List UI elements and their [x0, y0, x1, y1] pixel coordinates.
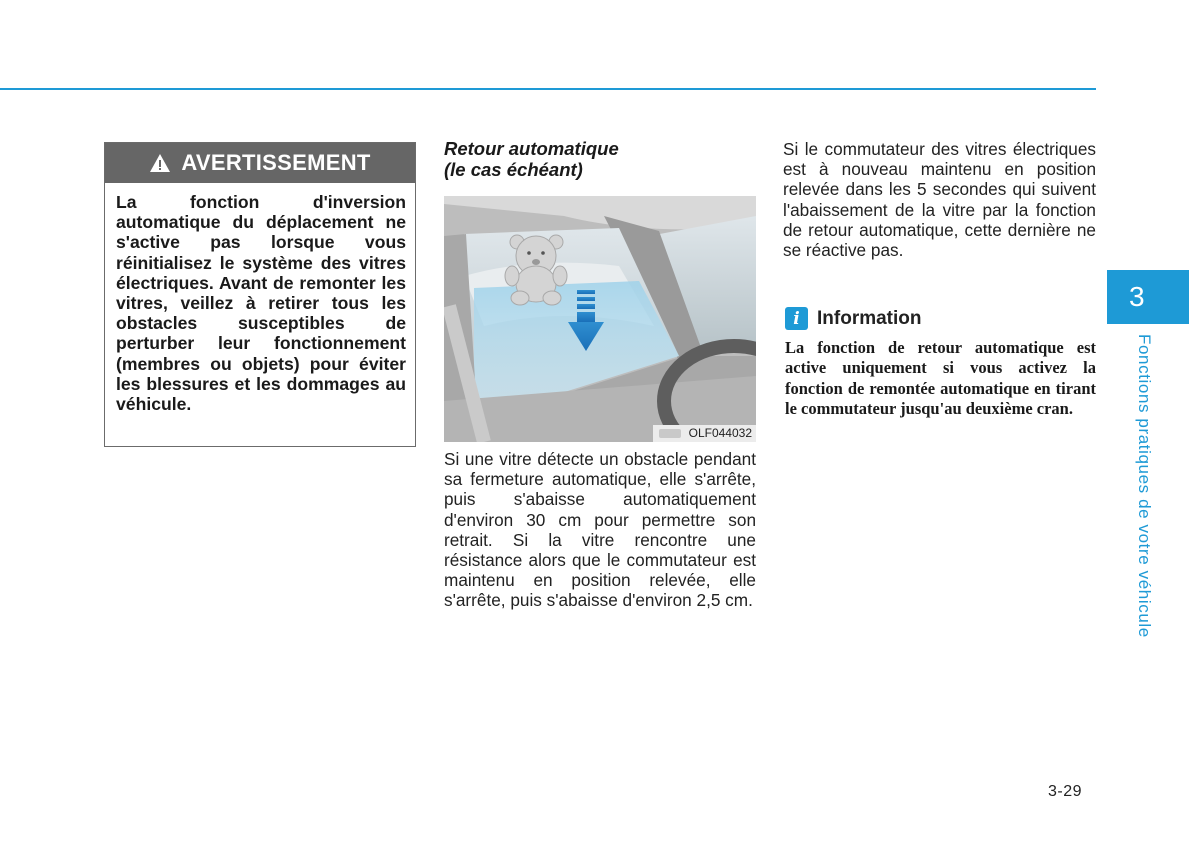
page-number: 3-29	[1048, 783, 1083, 800]
warning-title: AVERTISSEMENT	[181, 150, 371, 175]
warning-header	[105, 143, 415, 183]
car-window-illustration	[444, 196, 756, 442]
chapter-number: 3	[1129, 281, 1145, 312]
information-text: La fonction de retour automatique est active uniquement si vous activez la fonction de remontée automatique en tirant le commutateur jusqu'au deuxième cran.	[785, 338, 1096, 418]
chapter-title: Fonctions pratiques de votre véhicule	[1135, 334, 1154, 638]
information-title: Information	[817, 307, 922, 329]
figure-code: OLF044032	[688, 426, 752, 440]
warning-box	[104, 142, 416, 447]
top-rule	[0, 88, 1096, 90]
warning-triangle-icon	[149, 153, 171, 173]
warning-text: La fonction d'inversion automatique du déplacement ne s'active pas lorsque vous réinitialisez le système des vitres électriques. Avant de remonter les vitres, veillez à retirer tous les obstacles susceptibles de perturber leur fonctionnement (membres ou objets) pour éviter les blessures et les dommages au véhicule.	[116, 192, 406, 415]
info-icon: i	[785, 307, 808, 330]
illustration-drawing	[444, 196, 756, 442]
section-heading	[444, 138, 694, 180]
figure-code-mark	[659, 429, 681, 438]
figure-code-tag	[653, 425, 756, 442]
section-heading-line1: Retour automatique	[444, 138, 619, 159]
section-heading-line2: (le cas échéant)	[444, 159, 583, 180]
section-body: Si une vitre détecte un obstacle pendant sa fermeture automatique, elle s'arrête, puis s'abaisse automatiquement d'environ 30 cm pour permettre son retrait. Si la vitre rencontre une résistance alors que le commutateur est maintenu en position relevée, elle s'arrête, puis s'abaisse d'environ 2,5 cm.	[444, 449, 756, 611]
information-heading	[785, 307, 922, 330]
chapter-tab	[1107, 270, 1189, 324]
column3-body: Si le commutateur des vitres électriques est à nouveau maintenu en position relevée dans les 5 secondes qui suivent l'abaissement de la vitre par la fonction de retour automatique, cette dernière ne se réactive pas.	[783, 139, 1096, 261]
